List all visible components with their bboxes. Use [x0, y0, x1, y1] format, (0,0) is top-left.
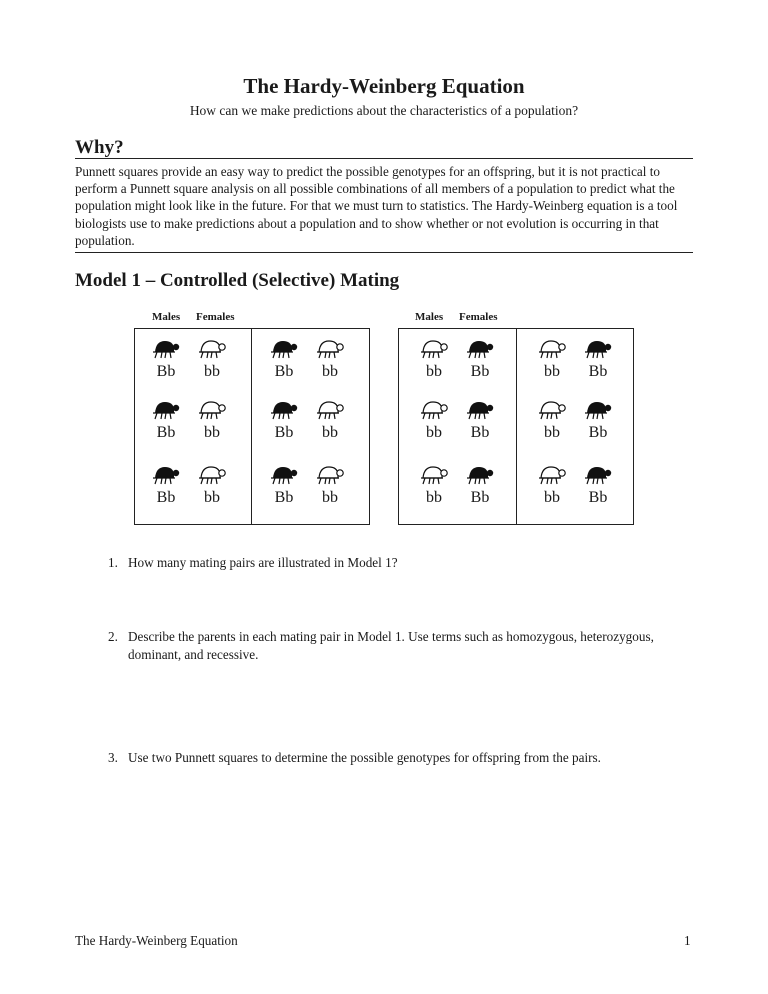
light-beetle-icon — [307, 399, 353, 421]
right-beetle-cell — [529, 338, 575, 381]
left-beetle-cell — [307, 464, 353, 507]
light-beetle-icon — [529, 464, 575, 486]
genotype-label: bb — [204, 363, 220, 380]
right-beetle-cell — [575, 338, 621, 381]
right-beetle-cell — [457, 399, 503, 442]
genotype-label: bb — [322, 363, 338, 380]
right-beetle-cell — [575, 464, 621, 507]
genotype-label: bb — [544, 424, 560, 441]
light-beetle-icon — [189, 399, 235, 421]
genotype-label: Bb — [470, 424, 490, 441]
dark-beetle-icon — [575, 338, 621, 360]
question-text: Describe the parents in each mating pair in Model 1. Use terms such as homozygous, heterozygous, dominant, and recessive. — [128, 629, 654, 662]
light-beetle-icon — [411, 464, 457, 486]
genotype-label: bb — [322, 424, 338, 441]
right-beetle-cell — [529, 399, 575, 442]
genotype-label: Bb — [156, 363, 176, 380]
left-beetle-cell — [189, 464, 235, 507]
left-beetle-cell — [307, 338, 353, 381]
dark-beetle-icon — [261, 399, 307, 421]
page-title: The Hardy-Weinberg Equation — [243, 74, 525, 98]
left-beetle-cell — [307, 399, 353, 442]
why-top-rule — [75, 158, 693, 159]
genotype-label: bb — [322, 489, 338, 506]
genotype-label: Bb — [470, 489, 490, 506]
genotype-label: bb — [544, 489, 560, 506]
right-panel-divider — [516, 328, 517, 525]
page-subtitle: How can we make predictions about the characteristics of a population? — [189, 103, 579, 118]
dark-beetle-icon — [261, 338, 307, 360]
left-beetle-cell — [189, 399, 235, 442]
footer-title: The Hardy-Weinberg Equation — [75, 933, 238, 948]
light-beetle-icon — [307, 338, 353, 360]
genotype-label: Bb — [156, 424, 176, 441]
genotype-label: Bb — [588, 363, 608, 380]
right-females-label: Females — [459, 311, 498, 323]
light-beetle-icon — [189, 338, 235, 360]
right-males-label: Males — [415, 311, 444, 323]
dark-beetle-icon — [457, 399, 503, 421]
dark-beetle-icon — [457, 338, 503, 360]
why-bottom-rule — [75, 252, 693, 253]
genotype-label: Bb — [470, 363, 490, 380]
left-females-label: Females — [196, 311, 235, 323]
left-beetle-cell — [143, 399, 189, 442]
page-number: 1 — [684, 933, 691, 948]
left-beetle-cell — [143, 338, 189, 381]
genotype-label: Bb — [274, 424, 294, 441]
genotype-label: bb — [426, 424, 442, 441]
genotype-label: bb — [204, 489, 220, 506]
left-males-label: Males — [152, 311, 181, 323]
question-text: How many mating pairs are illustrated in Model 1? — [128, 555, 398, 570]
light-beetle-icon — [411, 399, 457, 421]
genotype-label: Bb — [274, 363, 294, 380]
dark-beetle-icon — [575, 464, 621, 486]
left-beetle-cell — [261, 464, 307, 507]
genotype-label: bb — [426, 363, 442, 380]
light-beetle-icon — [529, 399, 575, 421]
left-beetle-cell — [261, 338, 307, 381]
question-2 — [108, 628, 698, 664]
left-panel-divider — [251, 328, 252, 525]
question-text: Use two Punnett squares to determine the possible genotypes for offspring from the pairs. — [128, 750, 601, 765]
right-beetle-cell — [575, 399, 621, 442]
right-beetle-cell — [411, 338, 457, 381]
genotype-label: Bb — [156, 489, 176, 506]
right-beetle-cell — [457, 338, 503, 381]
dark-beetle-icon — [261, 464, 307, 486]
left-beetle-cell — [261, 399, 307, 442]
genotype-label: Bb — [274, 489, 294, 506]
question-number: 1. — [108, 555, 118, 570]
dark-beetle-icon — [457, 464, 503, 486]
question-3 — [108, 749, 698, 767]
left-beetle-cell — [189, 338, 235, 381]
light-beetle-icon — [307, 464, 353, 486]
question-1 — [108, 554, 698, 572]
dark-beetle-icon — [143, 464, 189, 486]
genotype-label: Bb — [588, 424, 608, 441]
why-heading: Why? — [75, 137, 124, 158]
model-heading: Model 1 – Controlled (Selective) Mating — [75, 270, 400, 291]
dark-beetle-icon — [143, 399, 189, 421]
genotype-label: bb — [204, 424, 220, 441]
why-paragraph: Punnett squares provide an easy way to predict the possible genotypes for an offspring, but it is not practical to perform a Punnett square analysis on all possible combinations of all members of a population to predict what the population might look like in the future. For that we must turn to statistics. The Hardy-Weinberg equation is a tool biologists use to make predictions about a population and to show whether or not evolution is occurring in that population. — [75, 164, 678, 248]
light-beetle-icon — [189, 464, 235, 486]
right-beetle-cell — [529, 464, 575, 507]
right-beetle-cell — [411, 399, 457, 442]
question-number: 3. — [108, 750, 118, 765]
light-beetle-icon — [529, 338, 575, 360]
right-beetle-cell — [457, 464, 503, 507]
question-number: 2. — [108, 629, 118, 644]
dark-beetle-icon — [143, 338, 189, 360]
dark-beetle-icon — [575, 399, 621, 421]
genotype-label: bb — [544, 363, 560, 380]
left-beetle-cell — [143, 464, 189, 507]
genotype-label: bb — [426, 489, 442, 506]
right-beetle-cell — [411, 464, 457, 507]
genotype-label: Bb — [588, 489, 608, 506]
light-beetle-icon — [411, 338, 457, 360]
